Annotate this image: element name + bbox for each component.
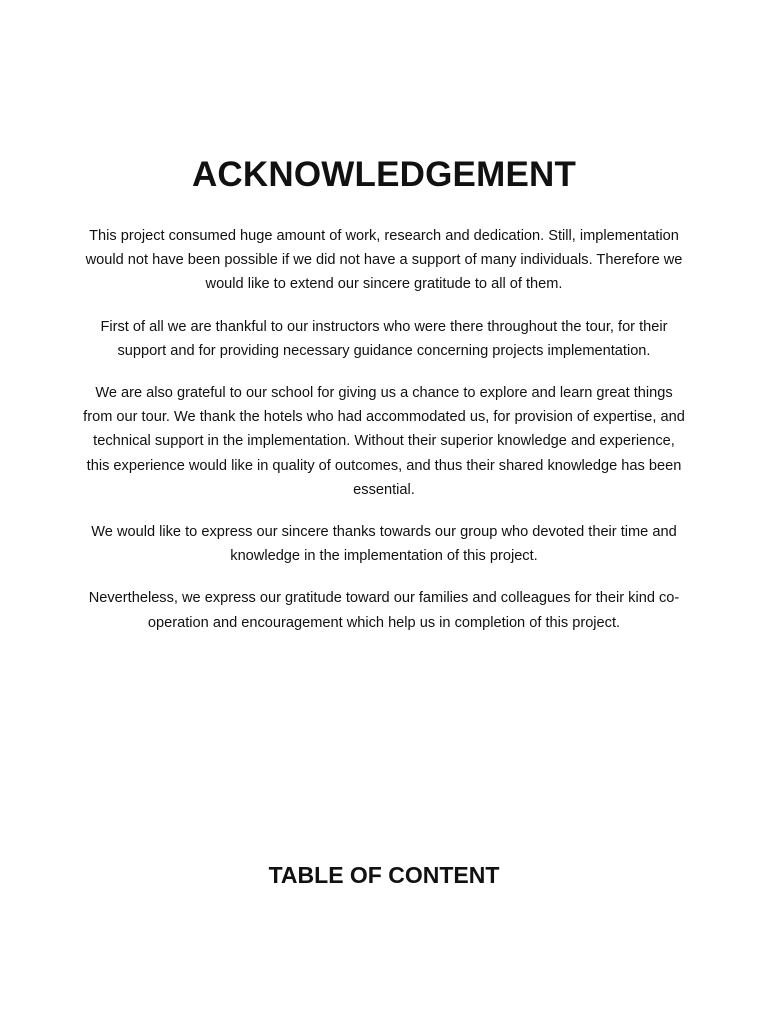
- acknowledgement-paragraph-2: First of all we are thankful to our instructors who were there throughout the tour, for their support and for providing necessary guidance concerning projects implementation.: [100, 318, 668, 359]
- acknowledgement-paragraph-4: We would like to express our sincere thanks towards our group who devoted their time and knowledge in the implementation of this project.: [91, 524, 677, 565]
- table-of-content-title: TABLE OF CONTENT: [268, 862, 500, 888]
- acknowledgement-body: [80, 224, 688, 653]
- acknowledgement-paragraph-1: This project consumed huge amount of work, research and dedication. Still, implementation would not have been possible if we did not have a support of many individuals. Therefore we would like to extend our sincere gratitude to all of them.: [85, 228, 683, 293]
- acknowledgement-paragraph-5: Nevertheless, we express our gratitude toward our families and colleagues for their kind co-operation and encouragement which help us in completion of this project.: [88, 590, 680, 631]
- acknowledgement-title: ACKNOWLEDGEMENT: [191, 155, 577, 194]
- acknowledgement-paragraph-3: We are also grateful to our school for giving us a chance to explore and learn great things from our tour. We thank the hotels who had accommodated us, for provision of expertise, and technical support in the implementation. Without their superior knowledge and experience, this experience would like in quality of outcomes, and thus their shared knowledge has been essential.: [83, 385, 685, 498]
